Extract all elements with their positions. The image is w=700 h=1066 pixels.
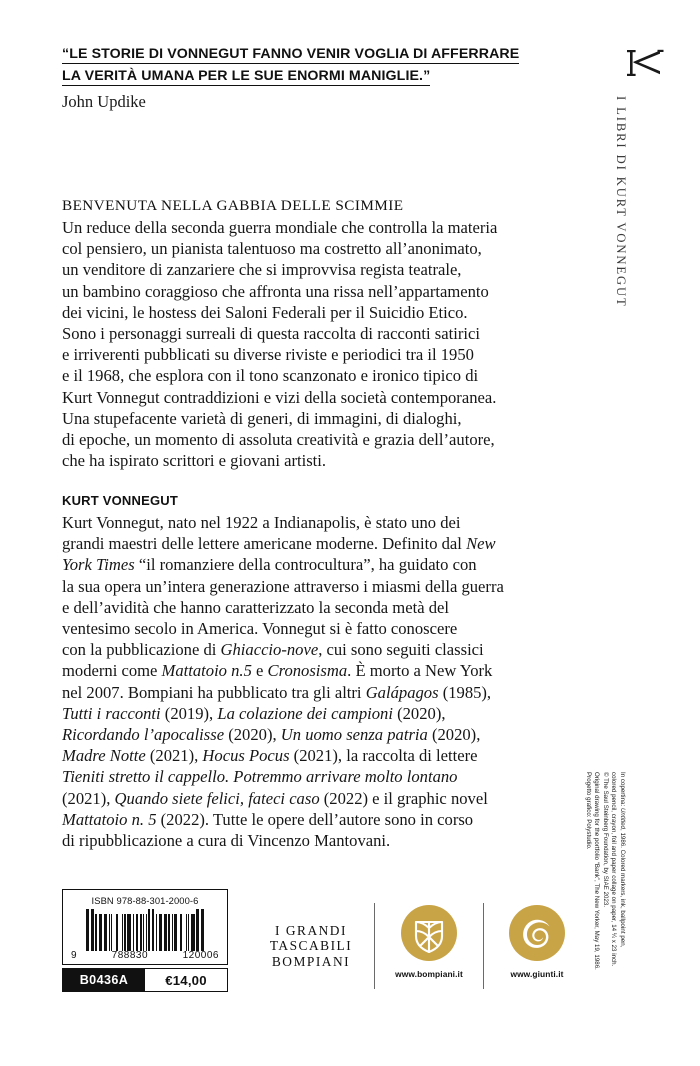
price-row — [62, 968, 228, 992]
cover-footer — [62, 889, 564, 999]
ean-digit-group-2: 788830 — [111, 950, 149, 961]
body-line-2: grandi maestri delle lettere americane moderne. Definito dal New — [62, 534, 496, 554]
cover-credits: In copertina: Untitled, 1986. Colored markers, ink, ballpoint pen, colored pencil, crayon, foil and paper collage on paper, 14 ¼ x 23 inch. © The Saul Steinberg Foundation, by SIAE 2023. Original drawing for the portfolio “Bank”, The New Yorker, May 19, 1986. Progetto grafico: Polystudio. — [584, 772, 626, 970]
bompiani-logo-icon — [401, 905, 457, 961]
body-line-11: di epoche, un momento di assoluta creatività e grazia dell’autore, — [62, 430, 495, 450]
body-line-11: Ricordando l’apocalisse (2020), Un uomo senza patria (2020), — [62, 725, 481, 745]
body-line-3: un venditore di zanzariere che si improvvisa regista teatrale, — [62, 260, 462, 280]
series-label: I LIBRI DI KURT VONNEGUT — [614, 96, 628, 308]
blurb-title: BENVENUTA NELLA GABBIA DELLE SCIMMIE — [62, 197, 404, 214]
body-line-8: e il 1968, che esplora con il tono scanzonato e ironico tipico di — [62, 366, 479, 386]
body-line-6: Sono i personaggi surreali di questa raccolta di racconti satirici — [62, 324, 480, 344]
ean-digit-group-1: 9 — [71, 950, 78, 961]
imprint-line-2: TASCABILI — [269, 938, 353, 954]
bompiani-block[interactable] — [375, 903, 484, 989]
barcode-block — [62, 889, 228, 992]
price-value: €14,00 — [145, 969, 227, 991]
body-line-1: Kurt Vonnegut, nato nel 1922 a Indianapolis, è stato uno dei — [62, 513, 461, 532]
body-line-16: di ripubblicazione a cura di Vincenzo Mantovani. — [62, 831, 391, 851]
isbn-label: ISBN 978-88-301-2000-6 — [91, 895, 199, 906]
author-bio-body — [62, 512, 548, 851]
review-quote-attribution: John Updike — [62, 92, 146, 111]
body-line-14: (2021), Quando siete felici, fateci caso (2022) e il graphic novel — [62, 788, 488, 808]
body-line-12: Madre Notte (2021), Hocus Pocus (2021), la raccolta di lettere — [62, 746, 478, 766]
author-bio-title: KURT VONNEGUT — [62, 493, 178, 508]
body-line-9: nel 2007. Bompiani ha pubblicato tra gli altri Galápagos (1985), — [62, 682, 492, 702]
giunti-block[interactable] — [483, 903, 591, 989]
review-quote-line-1 — [62, 44, 542, 64]
review-quote-text-1: “LE STORIE DI VONNEGUT FANNO VENIR VOGLIA DI AFFERRARE — [62, 46, 520, 62]
body-line-15: Mattatoio n. 5 (2022). Tutte le opere dell’autore sono in corso — [62, 809, 474, 829]
body-line-1: Un reduce della seconda guerra mondiale che controlla la materia — [62, 218, 498, 237]
blurb-body — [62, 217, 548, 471]
ean-digits — [69, 950, 221, 962]
body-line-5: dei vicini, le hostess dei Saloni Federali per il Suicidio Etico. — [62, 302, 468, 322]
barcode-bars — [69, 909, 221, 951]
body-line-13: Tieniti stretto il cappello. Potremmo arrivare molto lontano — [62, 767, 458, 787]
body-line-5: e dell’avidità che hanno caratterizzato la seconda metà del — [62, 597, 449, 617]
giunti-logo-icon — [509, 905, 565, 961]
body-line-7: con la pubblicazione di Ghiaccio-nove, cui sono seguiti classici — [62, 640, 484, 660]
body-line-10: Una stupefacente varietà di generi, di immagini, di dialoghi, — [62, 408, 462, 428]
body-line-2: col pensiero, un pianista talentuoso ma costretto all’anonimato, — [62, 239, 482, 259]
body-line-4: la sua opera un’intera generazione attraverso i miasmi della guerra — [62, 576, 504, 596]
body-line-9: Kurt Vonnegut contraddizioni e vizi della società contemporanea. — [62, 387, 497, 407]
imprint-line-1: I GRANDI — [275, 922, 347, 938]
body-line-8: moderni come Mattatoio n.5 e Cronosisma. È morto a New York — [62, 661, 493, 681]
body-line-3: York Times “il romanziere della controcultura”, ha guidato con — [62, 555, 477, 575]
ean-digit-group-3: 120006 — [182, 950, 219, 961]
imprint-text — [270, 923, 352, 969]
kv-monogram-icon — [624, 41, 668, 85]
blurb-section — [62, 196, 548, 471]
review-quote-block — [62, 44, 542, 113]
series-rail — [584, 0, 700, 1066]
barcode-frame — [62, 889, 228, 965]
product-code: B0436A — [63, 969, 145, 991]
body-line-10: Tutti i racconti (2019), La colazione dei campioni (2020), — [62, 703, 446, 723]
author-bio-section — [62, 491, 548, 851]
body-line-12: che ha ispirato scrittori e giovani artisti. — [62, 451, 327, 471]
review-quote-text-2: LA VERITÀ UMANA PER LE SUE ENORMI MANIGLIE.” — [62, 68, 431, 84]
imprint-line-3: BOMPIANI — [271, 953, 351, 969]
imprint-block — [248, 903, 375, 989]
body-line-6: ventesimo secolo in America. Vonnegut si è fatto conoscere — [62, 619, 458, 639]
body-line-4: un bambino coraggioso che affronta una rissa nell’appartamento — [62, 281, 489, 301]
review-quote-line-2 — [62, 66, 542, 86]
body-line-7: e irriverenti pubblicati su diverse riviste e periodici tra il 1950 — [62, 345, 474, 365]
bompiani-url[interactable]: www.bompiani.it — [395, 969, 463, 979]
giunti-url[interactable]: www.giunti.it — [510, 969, 564, 979]
barcode-bar — [201, 909, 204, 951]
